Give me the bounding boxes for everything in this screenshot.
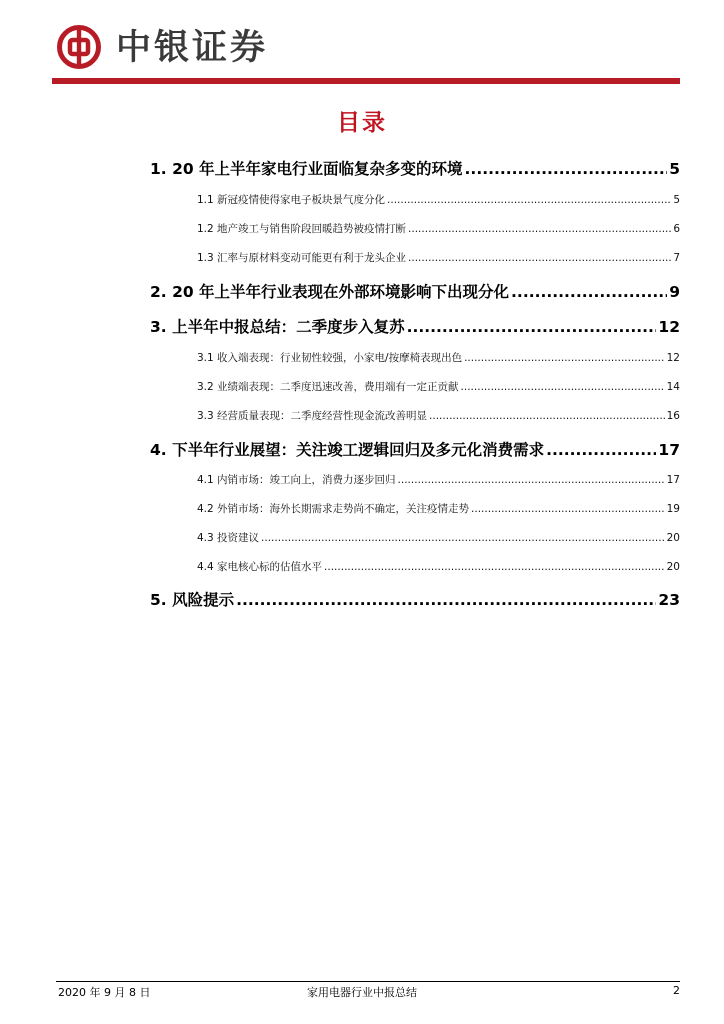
toc-entry-4-1[interactable] (197, 472, 680, 487)
toc-leader-dots (429, 410, 665, 422)
toc-entry-page: 5 (669, 160, 680, 178)
toc-entry-page: 19 (666, 503, 680, 515)
toc-entry-3[interactable] (150, 315, 680, 337)
toc-entry-3-3[interactable] (197, 408, 680, 423)
toc-entry-label: 5. 风险提示 (150, 591, 235, 609)
toc-entry-page: 20 (666, 532, 680, 544)
toc-entry-4[interactable] (150, 438, 680, 460)
toc-entry-page: 6 (673, 223, 680, 235)
bank-of-china-logo-icon (56, 24, 102, 70)
brand-name: 中银证券 (116, 27, 269, 68)
toc-title: 目录 (337, 110, 387, 136)
toc-entry-5[interactable] (150, 588, 680, 610)
toc-leader-dots (324, 561, 665, 573)
toc-entry-label: 3.2 业绩端表现：二季度迅速改善，费用端有一定正贡献 (197, 381, 459, 393)
page-header (56, 24, 680, 84)
toc-entry-3-2[interactable] (197, 379, 680, 394)
footer-doc-title: 家用电器行业中报总结 (307, 986, 417, 999)
header-divider (52, 78, 680, 84)
footer-date: 2020 年 9 月 8 日 (58, 986, 151, 999)
toc-entry-label: 1.1 新冠疫情使得家电子板块景气度分化 (197, 194, 386, 206)
toc-entry-label: 2. 20 年上半年行业表现在外部环境影响下出现分化 (150, 283, 510, 301)
toc-entry-4-4[interactable] (197, 559, 680, 574)
toc-entry-3-1[interactable] (197, 350, 680, 365)
toc-leader-dots (261, 532, 665, 544)
toc-entry-label: 1.3 汇率与原材料变动可能更有利于龙头企业 (197, 252, 407, 264)
toc-leader-dots (387, 194, 671, 206)
toc-leader-dots (511, 283, 667, 301)
toc-entry-page: 17 (658, 441, 680, 459)
toc-entry-page: 9 (669, 283, 680, 301)
toc-leader-dots (464, 352, 665, 364)
footer-divider (56, 981, 680, 982)
toc-entry-page: 12 (666, 352, 680, 364)
toc-entry-2[interactable] (150, 280, 680, 302)
toc-entry-1-3[interactable] (197, 250, 680, 265)
toc-leader-dots (407, 318, 657, 336)
toc-leader-dots (471, 503, 665, 515)
toc-leader-dots (408, 223, 671, 235)
toc-entry-label: 4.1 内销市场：竣工向上，消费力逐步回归 (197, 474, 396, 486)
toc-entry-4-3[interactable] (197, 530, 680, 545)
toc-entry-page: 17 (666, 474, 680, 486)
toc-entry-1[interactable] (150, 157, 680, 179)
toc-leader-dots (408, 252, 671, 264)
toc-entry-page: 12 (658, 318, 680, 336)
toc-entry-1-2[interactable] (197, 221, 680, 236)
toc-entry-page: 23 (658, 591, 680, 609)
toc-entry-label: 4.4 家电核心标的估值水平 (197, 561, 323, 573)
toc-entry-page: 20 (666, 561, 680, 573)
toc-entry-label: 4. 下半年行业展望：关注竣工逻辑回归及多元化消费需求 (150, 441, 545, 459)
toc-leader-dots (461, 381, 665, 393)
toc-entry-label: 1. 20 年上半年家电行业面临复杂多变的环境 (150, 160, 463, 178)
footer-page-number: 2 (673, 984, 680, 997)
toc-entry-label: 3. 上半年中报总结：二季度步入复苏 (150, 318, 405, 336)
toc-leader-dots (465, 160, 668, 178)
toc-entry-label: 4.2 外销市场：海外长期需求走势尚不确定，关注疫情走势 (197, 503, 470, 515)
toc-entry-page: 16 (666, 410, 680, 422)
toc-leader-dots (546, 441, 656, 459)
toc-entry-label: 3.1 收入端表现：行业韧性较强，小家电/按摩椅表现出色 (197, 352, 463, 364)
toc-entry-4-2[interactable] (197, 501, 680, 516)
toc-entry-page: 5 (673, 194, 680, 206)
toc-leader-dots (398, 474, 665, 486)
toc-entry-page: 14 (666, 381, 680, 393)
toc-entry-1-1[interactable] (197, 192, 680, 207)
toc-entry-label: 3.3 经营质量表现：二季度经营性现金流改善明显 (197, 410, 428, 422)
toc-leader-dots (236, 591, 656, 609)
toc-entry-label: 1.2 地产竣工与销售阶段回暖趋势被疫情打断 (197, 223, 407, 235)
toc-entry-page: 7 (673, 252, 680, 264)
toc-entry-label: 4.3 投资建议 (197, 532, 260, 544)
